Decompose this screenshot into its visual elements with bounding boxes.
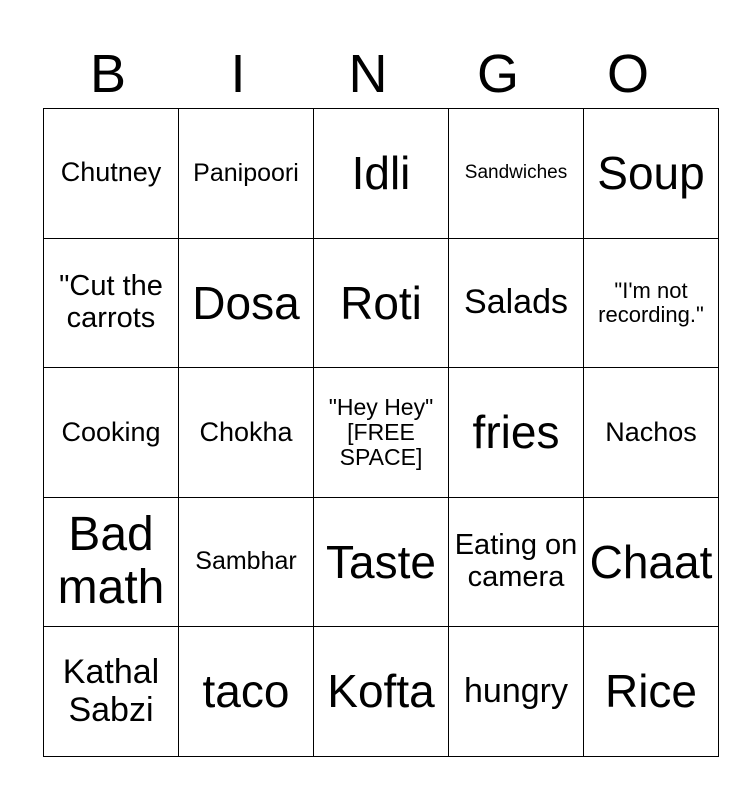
bingo-cell[interactable]: Cooking: [44, 368, 179, 498]
grid-row: [44, 497, 719, 627]
header-letter-n: N: [348, 44, 388, 104]
header-letter-g: G: [476, 44, 519, 104]
grid-row: [44, 627, 719, 757]
header-letter-i: I: [230, 44, 246, 104]
header-letter-b: B: [89, 44, 127, 104]
bingo-grid: [43, 108, 719, 757]
bingo-cell[interactable]: Chutney: [44, 109, 179, 239]
bingo-cell[interactable]: Chokha: [179, 368, 314, 498]
bingo-cell[interactable]: Taste: [314, 497, 449, 627]
bingo-cell[interactable]: Idli: [314, 109, 449, 239]
grid-row: [44, 109, 719, 239]
bingo-cell[interactable]: taco: [179, 627, 314, 757]
bingo-cell[interactable]: Kofta: [314, 627, 449, 757]
bingo-cell[interactable]: "I'm not recording.": [584, 238, 719, 368]
bingo-cell[interactable]: Soup: [584, 109, 719, 239]
bingo-cell[interactable]: Nachos: [584, 368, 719, 498]
bingo-cell[interactable]: Chaat: [584, 497, 719, 627]
grid-row: [44, 238, 719, 368]
bingo-cell[interactable]: Kathal Sabzi: [44, 627, 179, 757]
bingo-cell[interactable]: hungry: [449, 627, 584, 757]
header-letter-o: O: [606, 44, 649, 104]
bingo-cell[interactable]: Rice: [584, 627, 719, 757]
bingo-cell[interactable]: Panipoori: [179, 109, 314, 239]
bingo-cell[interactable]: fries: [449, 368, 584, 498]
bingo-cell[interactable]: Sambhar: [179, 497, 314, 627]
bingo-cell[interactable]: Sandwiches: [449, 109, 584, 239]
bingo-header: [43, 40, 693, 108]
bingo-cell[interactable]: Dosa: [179, 238, 314, 368]
free-space-cell[interactable]: "Hey Hey" [FREE SPACE]: [314, 368, 449, 498]
bingo-cell[interactable]: "Cut the carrots: [44, 238, 179, 368]
bingo-cell[interactable]: Eating on camera: [449, 497, 584, 627]
bingo-cell[interactable]: Salads: [449, 238, 584, 368]
bingo-cell[interactable]: Bad math: [44, 497, 179, 627]
grid-row: [44, 368, 719, 498]
bingo-cell[interactable]: Roti: [314, 238, 449, 368]
